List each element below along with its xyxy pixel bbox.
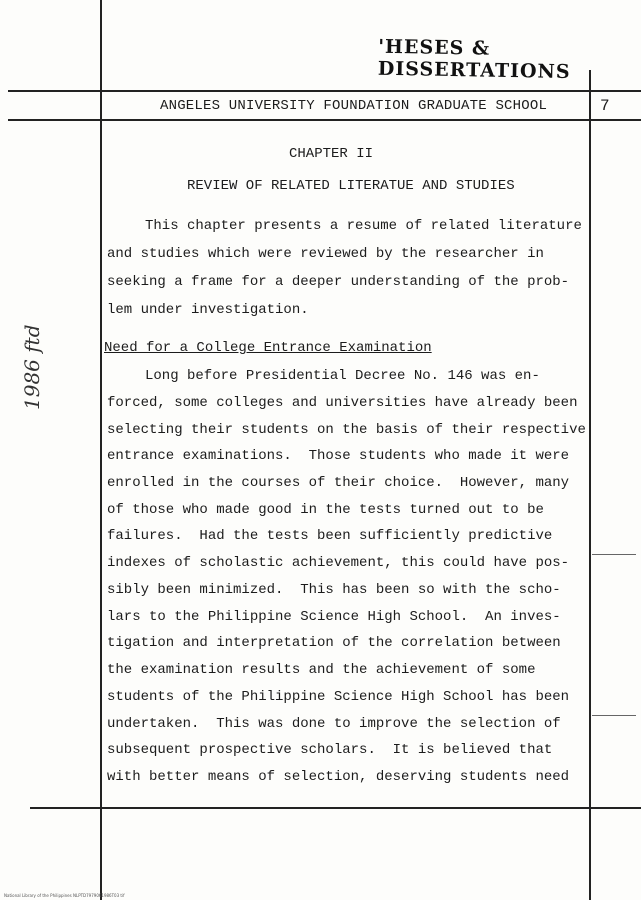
paragraph-line: lars to the Philippine Science High School. An inves- [107,609,561,625]
paragraph-line: sibly been minimized. This has been so with the scho- [107,582,561,598]
chapter-title: REVIEW OF RELATED LITERATUE AND STUDIES [187,178,515,194]
paragraph-line: students of the Philippine Science High School has been [107,689,570,705]
paragraph-line: failures. Had the tests been sufficiently predictive [107,528,553,544]
scan-footer: National Library of the Philippines NLPTD7979061986T03 tif [4,893,125,898]
footer-rule [30,807,641,809]
right-tick-1 [592,554,636,555]
right-margin-rule [589,70,591,900]
header-top-rule [8,90,641,92]
paragraph-line: and studies which were reviewed by the researcher in [107,246,544,262]
right-tick-2 [592,715,636,716]
paragraph-line: enrolled in the courses of their choice. However, many [107,475,570,491]
paragraph-line: tigation and interpretation of the correlation between [107,635,561,651]
paragraph-line: undertaken. This was done to improve the selection of [107,716,561,732]
handwritten-side-note: 1986 ftd [20,324,44,410]
school-header: ANGELES UNIVERSITY FOUNDATION GRADUATE SCHOOL [160,98,548,114]
left-margin-rule [100,0,102,900]
paragraph-line: entrance examinations. Those students who made it were [107,448,570,464]
paragraph-line: subsequent prospective scholars. It is believed that [107,742,553,758]
section-heading: Need for a College Entrance Examination [104,340,432,356]
paragraph-line: This chapter presents a resume of related literature [145,218,582,234]
page-number: 7 [600,97,610,115]
paragraph-line: Long before Presidential Decree No. 146 was en- [145,368,540,384]
paragraph-line: with better means of selection, deserving students need [107,769,570,785]
header-bottom-rule [8,119,641,121]
paragraph-line: seeking a frame for a deeper understanding of the prob- [107,274,570,290]
paragraph-line: the examination results and the achievement of some [107,662,536,678]
chapter-number: CHAPTER II [289,146,374,162]
paragraph-line: indexes of scholastic achievement, this could have pos- [107,555,570,571]
theses-stamp: 'HESES & DISSERTATIONS [377,35,571,84]
paragraph-line: forced, some colleges and universities have already been [107,395,578,411]
paragraph-line: of those who made good in the tests turned out to be [107,502,544,518]
paragraph-line: selecting their students on the basis of their respective [107,422,586,438]
paragraph-line: lem under investigation. [107,302,309,318]
